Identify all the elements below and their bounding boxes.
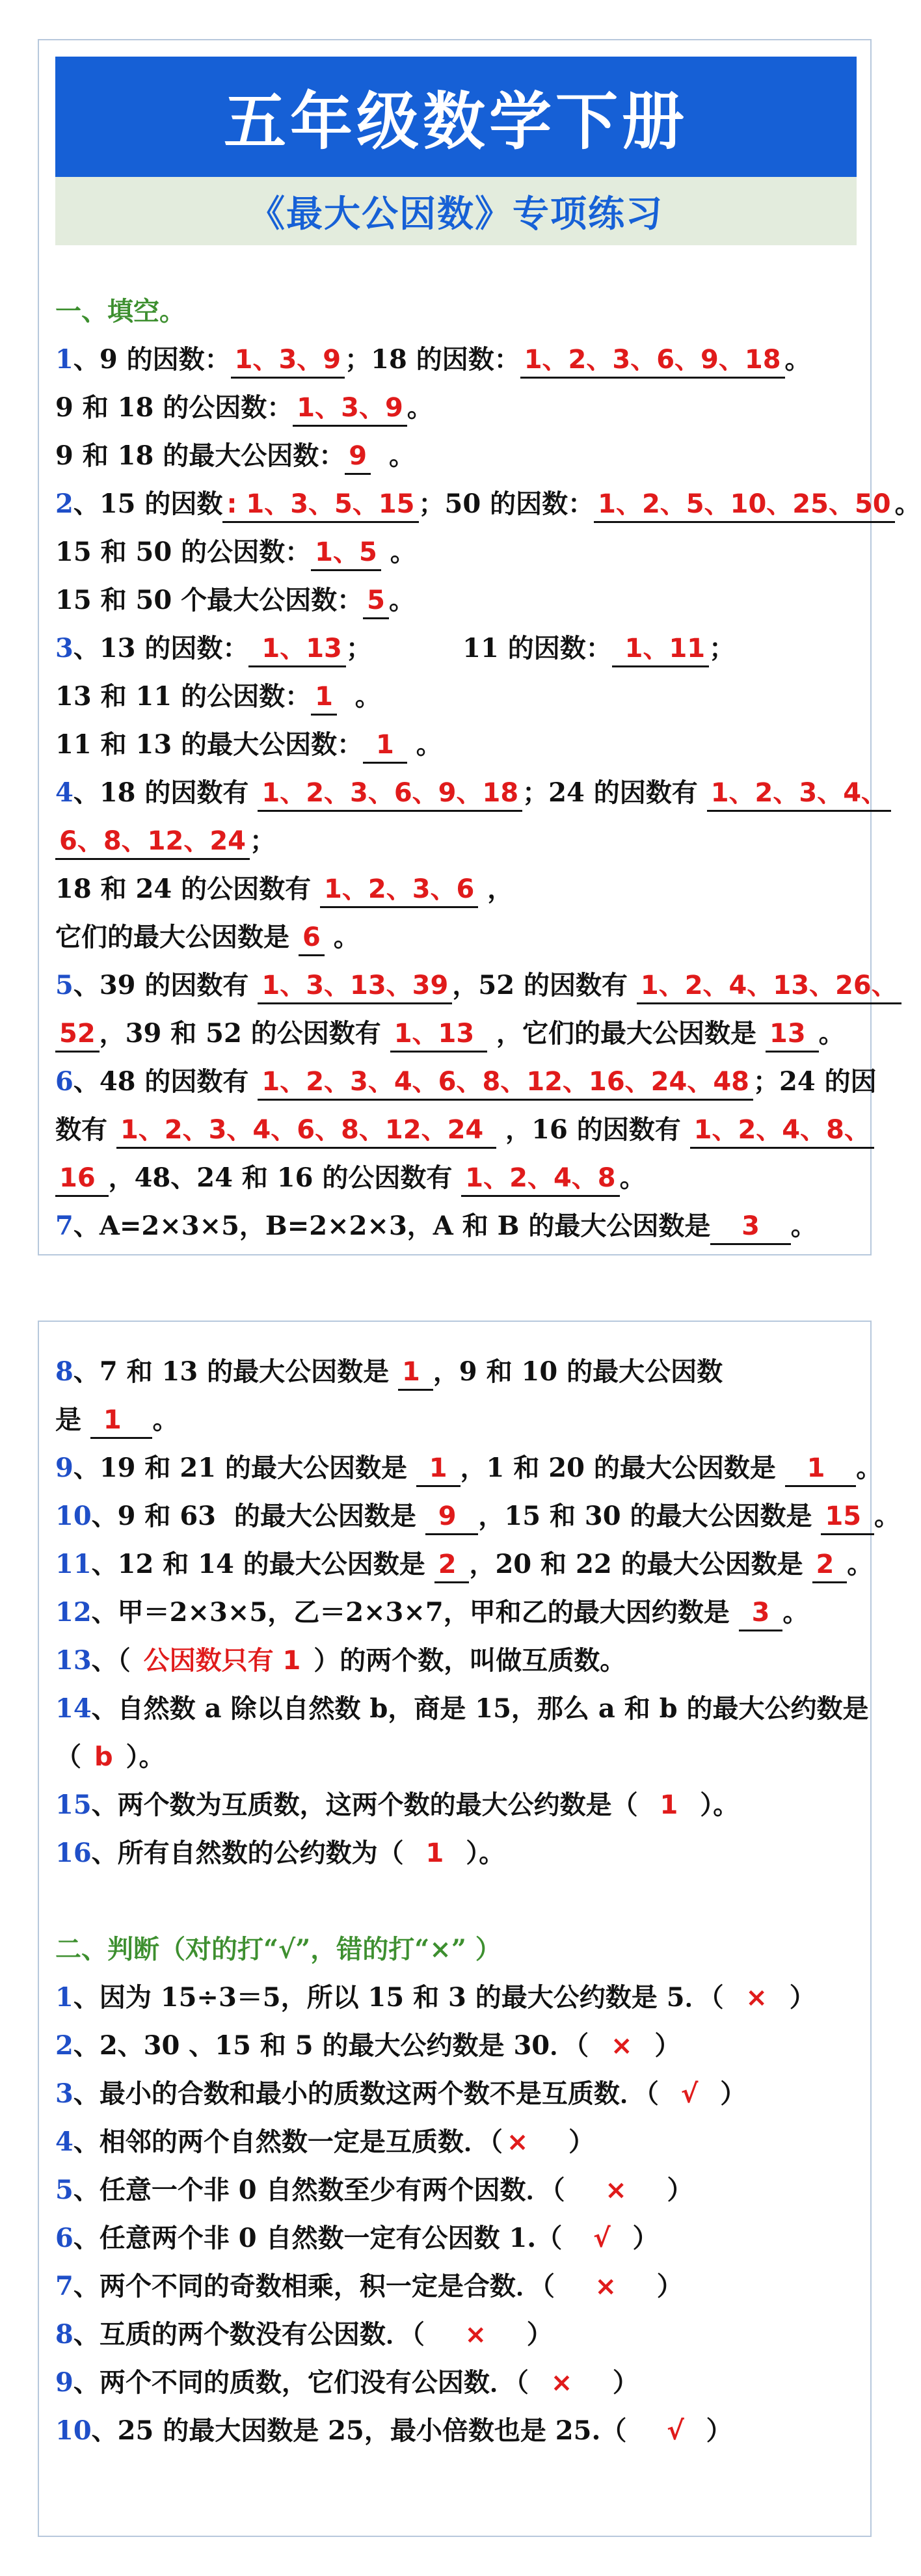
question-line [55,336,865,384]
question-text: 、A=2×3×5，B=2×2×3，A 和 B 的最大公因数是 [73,1211,711,1241]
question-line [55,1974,865,2022]
question-number: 4 [55,777,73,808]
question-line [55,384,865,432]
question-text: 、任意一个非 0 自然数至少有两个因数．（ [73,2175,602,2205]
question-text: 、两个数为互质数，这两个数的最大公约数是（ [91,1790,656,1820]
worksheet-page-1 [38,39,921,1255]
answer-blank: 13 [766,1017,819,1053]
question-text: 。 [784,344,811,375]
answer-blank: 52 [55,1017,100,1053]
question-line [55,817,865,865]
answer-blank: 3 [739,1596,783,1631]
question-text: 、自然数 a 除以自然数 b，商是 15，那么 a 和 b 的最大公约数是 [91,1693,869,1724]
question-text: 。 [790,1211,817,1241]
question-text: ，39 和 52 的公因数有 [99,1018,390,1049]
question-number: 6 [55,2223,73,2253]
question-line [55,480,921,528]
question-line [55,2359,865,2407]
question-line [55,1589,865,1637]
question-number: 15 [55,1790,92,1820]
question-text: ）。 [447,1838,505,1868]
section-title: 二、判断（对的打“√”，错的打“×” ） [55,1934,501,1965]
question-text: 9 和 18 的最大公因数： [55,440,345,471]
question-text: 。 [324,922,360,952]
answer-blank: 1、3、9 [293,391,407,427]
answer-blank: 1、5 [311,535,381,571]
question-line [55,721,865,769]
question-text: ；50 的因数： [418,489,594,519]
question-text: ） [490,2319,553,2350]
question-number: 2 [55,489,73,519]
answer-mark: × [610,2031,633,2061]
question-text: ）。 [682,1790,740,1820]
answer-blank: 1 [785,1451,856,1487]
question-line [55,865,865,913]
question-line [55,2407,865,2455]
question-number: 16 [55,1838,92,1868]
section-title: 一、填空。 [55,296,185,327]
question-text: 、2、30 、15 和 5 的最大公约数是 30．（ [73,2030,607,2061]
page-subtitle: 《最大公因数》专项练习 [248,192,663,235]
question-text: 、48 的因数有 [73,1066,258,1097]
question-text: ） [614,2223,659,2253]
question-text: ；24 的因数有 [522,777,707,808]
question-text: ） [702,2078,747,2109]
question-text: 、互质的两个数没有公因数．（ [73,2319,461,2350]
question-number: 8 [55,2319,73,2350]
question-number: 8 [55,1356,73,1387]
question-line [55,1540,874,1589]
question-text: 、甲＝2×3×5，乙＝2×3×7，甲和乙的最大因约数是 [91,1597,739,1628]
answer-blank: 1、2、4、8、 [690,1113,874,1149]
worksheet-page-2 [38,1321,901,2537]
question-text: ，16 的因数有 [496,1114,690,1145]
answer-mark: × [550,2368,573,2398]
question-text: 、9 的因数： [73,344,231,375]
answer-blank: 1 [311,680,337,716]
question-line [55,1202,865,1250]
question-text: ，1 和 20 的最大公因数是 [460,1453,785,1483]
question-line [55,1685,869,1733]
question-line [55,2214,865,2262]
question-text: 、最小的合数和最小的质数这两个数不是互质数．（ [73,2078,677,2109]
question-line [55,1348,865,1396]
question-text: 。 [874,1501,901,1531]
question-text: 。 [407,729,442,760]
question-text: ；18 的因数： [345,344,520,375]
question-number: 12 [55,1597,92,1628]
question-line [55,913,865,961]
question-text: 。 [380,537,416,567]
question-number: 5 [55,2175,73,2205]
question-line [55,2070,865,2118]
question-text: ）。 [116,1741,165,1772]
question-text: ） [687,2415,732,2446]
answer-blank: 1、2、4、8 [461,1161,619,1197]
question-text: 、相邻的两个自然数一定是互质数．（ [73,2127,503,2157]
question-number: 10 [55,1501,92,1531]
answer-mark: 1 [425,1838,444,1868]
question-line [55,673,865,721]
question-line [55,1396,865,1444]
question-number: 5 [55,970,73,1000]
answer-blank: 1、2、4、13、26、 [637,969,901,1004]
question-line [55,1106,870,1154]
answer-mark: √ [680,2079,699,2109]
answer-blank: 15 [821,1499,874,1535]
question-text: ，15 和 30 的最大公因数是 [478,1501,821,1531]
question-text: （ [55,1741,90,1772]
question-text: 、（ [91,1645,140,1676]
answer-blank: 1、2、3、4、6、8、12、24 [116,1113,496,1149]
question-text: 。 [894,489,921,519]
page-title: 五年级数学下册 [224,85,688,158]
answer-mark: 公因数只有 1 [143,1646,301,1676]
question-text: 。 [336,681,381,712]
question-line [55,528,865,576]
question-text: ，它们的最大公因数是 [487,1018,766,1049]
question-text: ，9 和 10 的最大公因数 [433,1356,723,1387]
question-number: 9 [55,2367,73,2398]
answer-mark: √ [593,2223,611,2253]
answer-blank: 3 [710,1209,790,1245]
question-text: 18 和 24 的公因数有 [55,874,321,904]
question-line [55,576,865,624]
answer-mark: × [605,2175,627,2205]
question-number: 4 [55,2127,73,2157]
question-text: ，48、24 和 16 的公因数有 [108,1162,462,1193]
fill-blank-section [55,288,921,1250]
question-text: 。 [388,585,415,615]
question-text: 、因为 15÷3＝5，所以 15 和 3 的最大公约数是 5．（ [73,1982,742,2013]
question-number: 1 [55,344,73,375]
answer-blank: : 1、3、5、15 [222,487,418,523]
answer-blank: 1、13 [248,632,345,667]
question-number: 10 [55,2415,92,2446]
answer-mark: × [745,1983,768,2013]
answer-mark: × [506,2127,529,2157]
question-text: 、39 的因数有 [73,970,258,1000]
question-number: 14 [55,1693,92,1724]
question-number: 3 [55,2078,73,2109]
question-line [55,1829,865,1877]
answer-mark: √ [667,2416,684,2446]
question-text: 是 [55,1404,90,1435]
question-text: 、15 的因数 [73,489,223,519]
question-text: ） [630,2175,693,2205]
question-text: 、18 的因数有 [73,777,258,808]
question-text: ） [532,2127,595,2157]
question-text: 它们的最大公因数是 [55,922,299,952]
question-line [55,432,865,480]
subtitle-banner [55,177,857,245]
question-number: 11 [55,1549,92,1579]
question-text: 、13 的因数： [73,633,249,664]
answer-blank: 1 [363,728,407,764]
question-text: ， [478,874,514,904]
question-line [55,2311,865,2359]
question-number: 7 [55,2271,73,2301]
question-line [55,1058,877,1106]
answer-blank: 1、2、3、6 [320,872,478,908]
answer-mark: × [594,2272,617,2301]
answer-blank: 9 [425,1499,479,1535]
question-list [55,1348,901,2455]
question-line [55,961,898,1010]
question-text: 15 和 50 的公因数： [55,537,312,567]
answer-blank: 1、3、13、39 [258,969,452,1004]
question-text: 。 [856,1453,883,1483]
answer-blank: 2 [812,1548,848,1583]
answer-blank: 1 [398,1355,433,1391]
question-text: 。 [152,1404,179,1435]
question-text: ） [636,2030,681,2061]
question-line [55,1637,865,1685]
question-text: ） [771,1982,816,2013]
answer-blank: 1 [90,1403,153,1439]
answer-blank: 1、2、3、6、9、18 [520,343,785,379]
question-text: 、9 和 63 的最大公因数是 [91,1501,425,1531]
question-text: ，52 的因数有 [452,970,637,1000]
question-line [55,1154,865,1202]
question-text: 、所有自然数的公约数为（ [91,1838,422,1868]
question-text: 、任意两个非 0 自然数一定有公因数 1.（ [73,2223,589,2253]
question-text: ； 11 的因数： [345,633,612,664]
question-text: 、25 的最大因数是 25，最小倍数也是 25.（ [91,2415,663,2446]
question-line [55,1733,865,1781]
answer-blank: 1、3、9 [231,343,345,379]
question-number: 6 [55,1066,73,1097]
question-text: ；24 的因 [753,1066,877,1097]
question-number: 2 [55,2030,73,2061]
answer-blank: 1、2、3、6、9、18 [258,776,522,812]
question-number: 13 [55,1645,92,1676]
answer-blank: 5 [363,584,389,619]
question-text: 。 [782,1597,809,1628]
question-line [55,1444,883,1492]
question-text: ） [621,2271,683,2301]
question-line [55,1877,865,1925]
question-text: 、12 和 14 的最大公因数是 [91,1549,434,1579]
question-text: ）的两个数，叫做互质数。 [304,1645,626,1676]
question-number: 3 [55,633,73,664]
answer-blank: 2 [434,1548,470,1583]
question-line [55,1492,901,1540]
question-text: ； [250,825,276,856]
question-line [55,624,865,673]
question-text: ） [576,2367,639,2398]
question-line [55,2262,865,2311]
answer-blank: 1、2、5、10、25、50 [594,487,895,523]
question-number: 1 [55,1982,73,2013]
title-banner [55,57,857,177]
question-text: 数有 [55,1114,116,1145]
question-line [55,1010,865,1058]
question-text: 。 [371,440,415,471]
question-line [55,769,888,817]
answer-blank: 6 [299,920,325,956]
answer-blank: 1、2、3、4、6、8、12、16、24、48 [258,1065,753,1101]
answer-blank: 1、13 [390,1017,487,1053]
question-line [55,1781,865,1829]
question-line [55,2118,865,2166]
question-text: 。 [619,1162,646,1193]
answer-mark: 1 [660,1790,678,1820]
question-number: 9 [55,1453,73,1483]
question-text: 、两个不同的质数，它们没有公因数．（ [73,2367,547,2398]
question-line [55,2166,865,2214]
question-text: ； [709,633,736,664]
question-text: 13 和 11 的公因数： [55,681,312,712]
answer-blank: 16 [55,1161,109,1197]
question-text: 、19 和 21 的最大公因数是 [73,1453,416,1483]
question-text: 。 [818,1018,845,1049]
answer-blank: 1、2、3、4、 [707,776,891,812]
answer-mark: × [464,2320,487,2350]
question-text: 9 和 18 的公因数： [55,392,293,423]
answer-blank: 6、8、12、24 [55,824,250,860]
answer-blank: 9 [345,439,371,475]
answer-blank: 1、11 [612,632,709,667]
answer-blank: 1 [416,1451,461,1487]
question-text: 15 和 50 个最大公因数： [55,585,364,615]
question-text: ，20 和 22 的最大公因数是 [469,1549,812,1579]
question-text: 、两个不同的奇数相乘，积一定是合数．（ [73,2271,591,2301]
question-text: 11 和 13 的最大公因数： [55,729,364,760]
question-line [55,2022,865,2070]
question-number: 7 [55,1211,73,1241]
question-text: 。 [847,1549,874,1579]
answer-mark: b [94,1742,113,1772]
question-text: 、7 和 13 的最大公因数是 [73,1356,399,1387]
question-text: 。 [407,392,433,423]
